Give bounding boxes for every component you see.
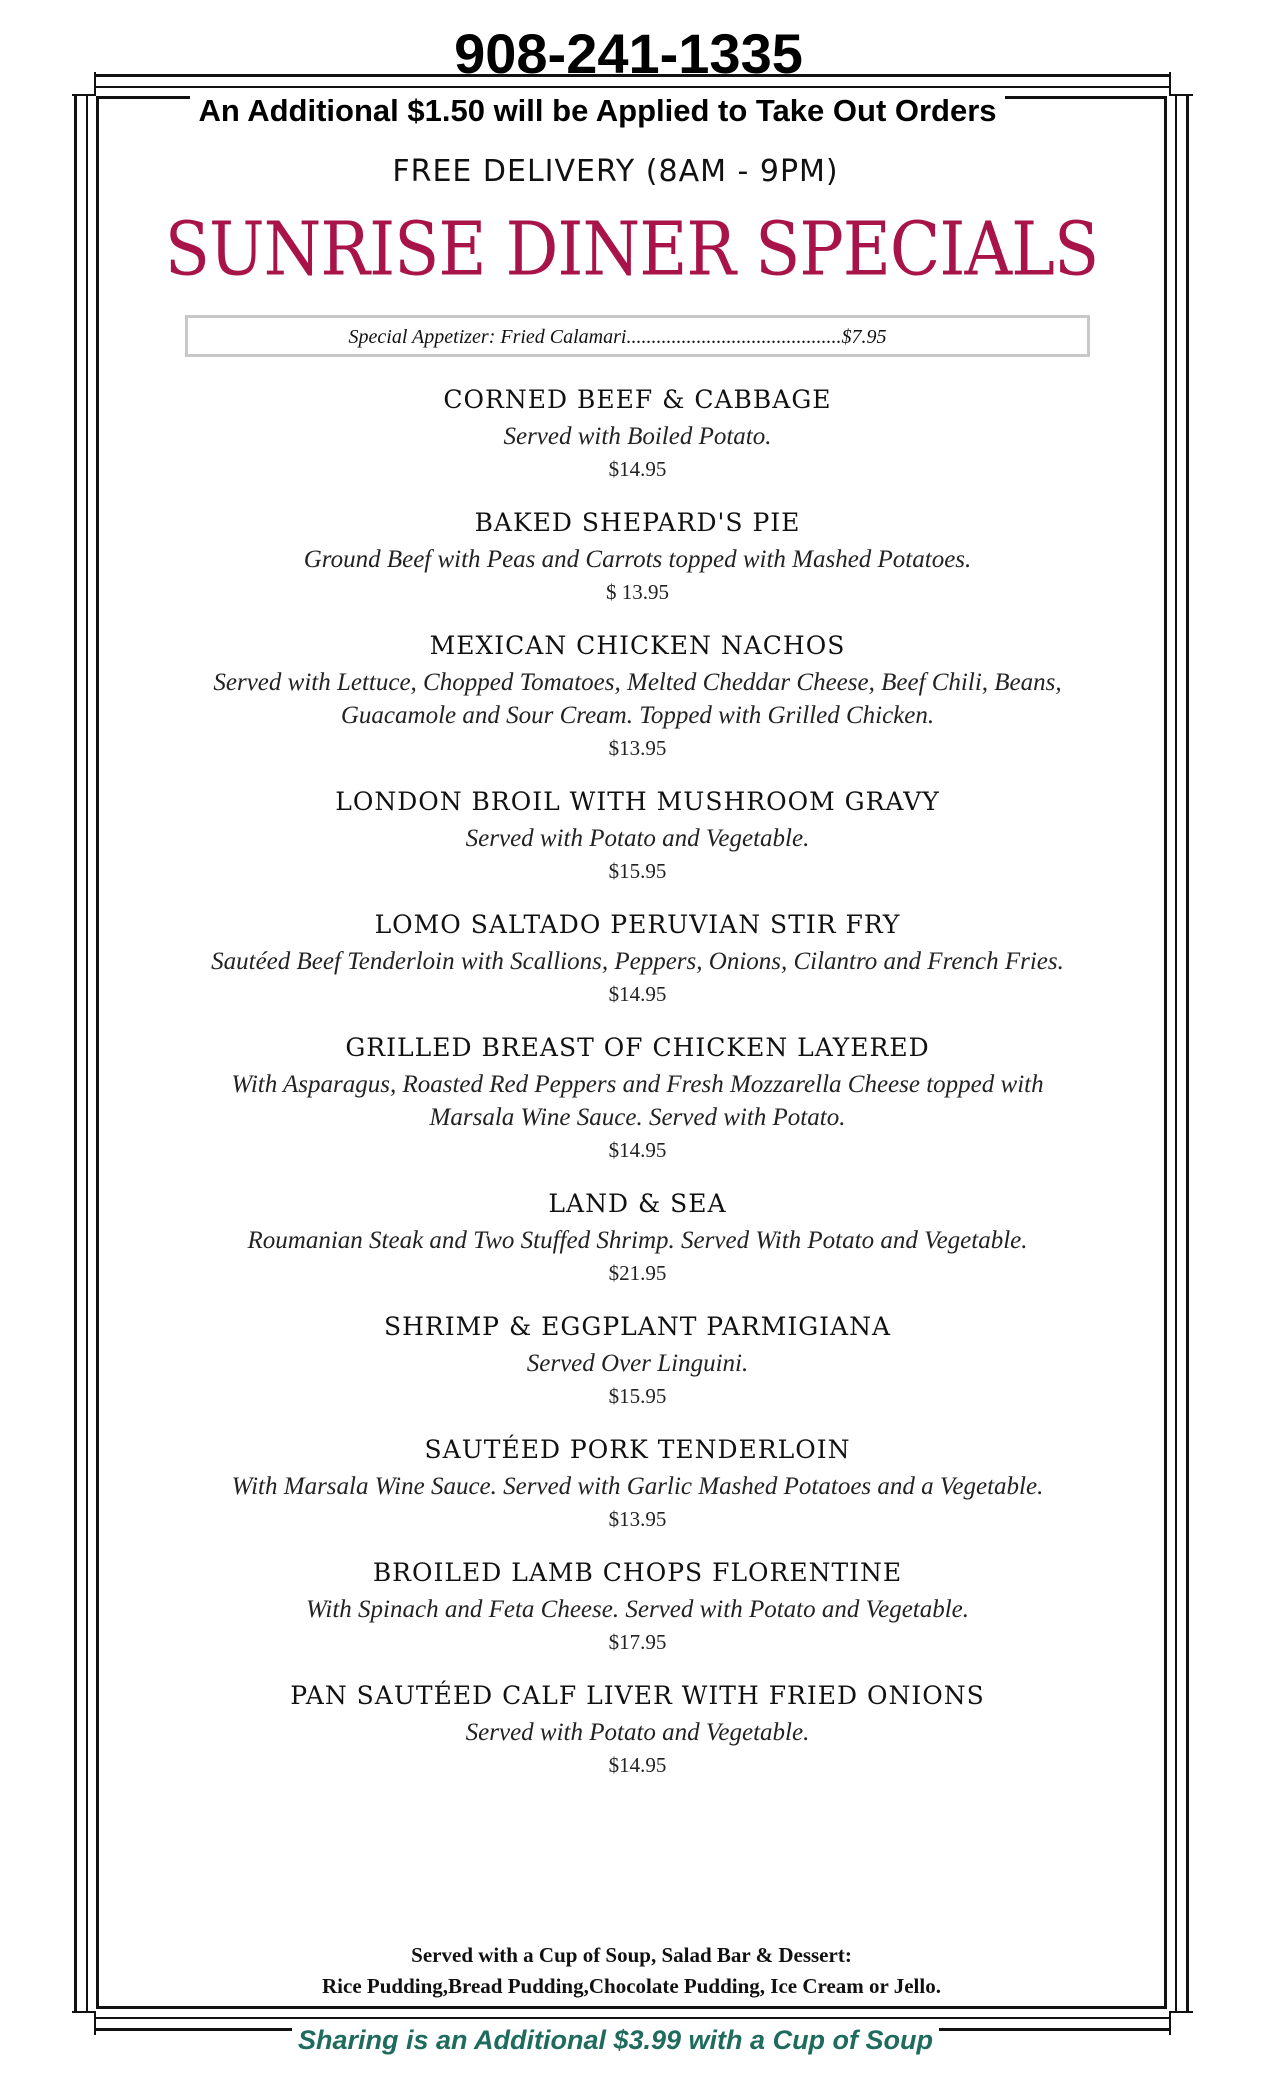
menu-item-price: $21.95: [608, 1261, 667, 1285]
menu-item-price: $14.95: [608, 1753, 667, 1777]
menu-item-description: Ground Beef with Peas and Carrots topped with Mashed Potatoes.: [303, 546, 972, 573]
menu-item: [190, 1553, 1085, 1658]
menu-item-description: Served with Potato and Vegetable.: [465, 1719, 810, 1746]
menu-item-name: BAKED SHEPARD'S PIE: [474, 508, 801, 537]
menu-item-price: $13.95: [608, 1507, 667, 1531]
menu-item-name: LONDON BROIL WITH MUSHROOM GRAVY: [335, 787, 940, 816]
menu-item-name: SAUTÉED PORK TENDERLOIN: [424, 1435, 851, 1464]
menu-item-description: Served Over Linguini.: [526, 1350, 749, 1377]
menu-item-description: Served with Potato and Vegetable.: [465, 825, 810, 852]
menu-item-description: Sautéed Beef Tenderloin with Scallions, Peppers, Onions, Cilantro and French Fries.: [211, 948, 1064, 975]
menu-title: SUNRISE DINER SPECIALS: [164, 206, 1099, 293]
menu-item-name: PAN SAUTÉED CALF LIVER WITH FRIED ONIONS: [290, 1681, 985, 1710]
menu-item-name: CORNED BEEF & CABBAGE: [443, 385, 832, 414]
sharing-notice: Sharing is an Additional $3.99 with a Cup of Soup: [292, 2025, 939, 2055]
takeout-notice: An Additional $1.50 will be Applied to Take Out Orders: [190, 93, 1004, 128]
menu-item-description: Served with Lettuce, Chopped Tomatoes, Melted Cheddar Cheese, Beef Chili, Beans, Guacamole and Sour Cream. Topped with Grilled Chicken.: [213, 669, 1062, 729]
footer-note: [0, 1940, 1269, 2002]
menu-item-name: MEXICAN CHICKEN NACHOS: [429, 631, 846, 660]
menu-item-price: $14.95: [608, 982, 667, 1006]
menu-item: [190, 1028, 1085, 1166]
menu-item: [190, 1676, 1085, 1781]
menu-item-description: Roumanian Steak and Two Stuffed Shrimp. Served With Potato and Vegetable.: [247, 1227, 1028, 1254]
special-appetizer-box: [185, 315, 1090, 357]
menu-item: [190, 782, 1085, 887]
menu-item-description: With Marsala Wine Sauce. Served with Garlic Mashed Potatoes and a Vegetable.: [231, 1473, 1044, 1500]
menu-item: [190, 503, 1085, 608]
menu-item-price: $14.95: [608, 1138, 667, 1162]
menu-item-price: $ 13.95: [606, 580, 669, 604]
menu-item-price: $14.95: [608, 457, 667, 481]
takeout-notice-line: [0, 92, 1235, 130]
menu-item-price: $17.95: [608, 1630, 667, 1654]
menu-item: [190, 1430, 1085, 1535]
footer-line-soup-salad: Served with a Cup of Soup, Salad Bar & Dessert:: [411, 1943, 852, 1967]
menu-item-name: SHRIMP & EGGPLANT PARMIGIANA: [383, 1312, 892, 1341]
menu-item: [190, 905, 1085, 1010]
specials-list: [190, 380, 1085, 1799]
menu-item-price: $15.95: [608, 1384, 667, 1408]
menu-item-name: BROILED LAMB CHOPS FLORENTINE: [372, 1558, 903, 1587]
menu-item-name: GRILLED BREAST OF CHICKEN LAYERED: [345, 1033, 930, 1062]
special-appetizer-text: Special Appetizer: Fried Calamari...........................................$7.95: [348, 326, 887, 348]
menu-item-description: Served with Boiled Potato.: [503, 423, 772, 450]
menu-item-price: $13.95: [608, 736, 667, 760]
menu-item-name: LOMO SALTADO PERUVIAN STIR FRY: [374, 910, 901, 939]
menu-item: [190, 626, 1085, 764]
menu-item: [190, 1307, 1085, 1412]
sharing-notice-line: [0, 2022, 1253, 2058]
phone-number: 908-241-1335: [454, 22, 803, 85]
footer-line-desserts: Rice Pudding,Bread Pudding,Chocolate Pudding, Ice Cream or Jello.: [322, 1974, 941, 1998]
menu-item-name: LAND & SEA: [548, 1189, 727, 1218]
menu-item-description: With Asparagus, Roasted Red Peppers and Fresh Mozzarella Cheese topped with Marsala Wine Sauce. Served with Potato.: [231, 1071, 1044, 1131]
menu-item: [190, 1184, 1085, 1289]
menu-item-description: With Spinach and Feta Cheese. Served with Potato and Vegetable.: [305, 1596, 970, 1623]
menu-item: [190, 380, 1085, 485]
delivery-notice: FREE DELIVERY (8AM - 9PM): [392, 154, 839, 189]
menu-item-price: $15.95: [608, 859, 667, 883]
